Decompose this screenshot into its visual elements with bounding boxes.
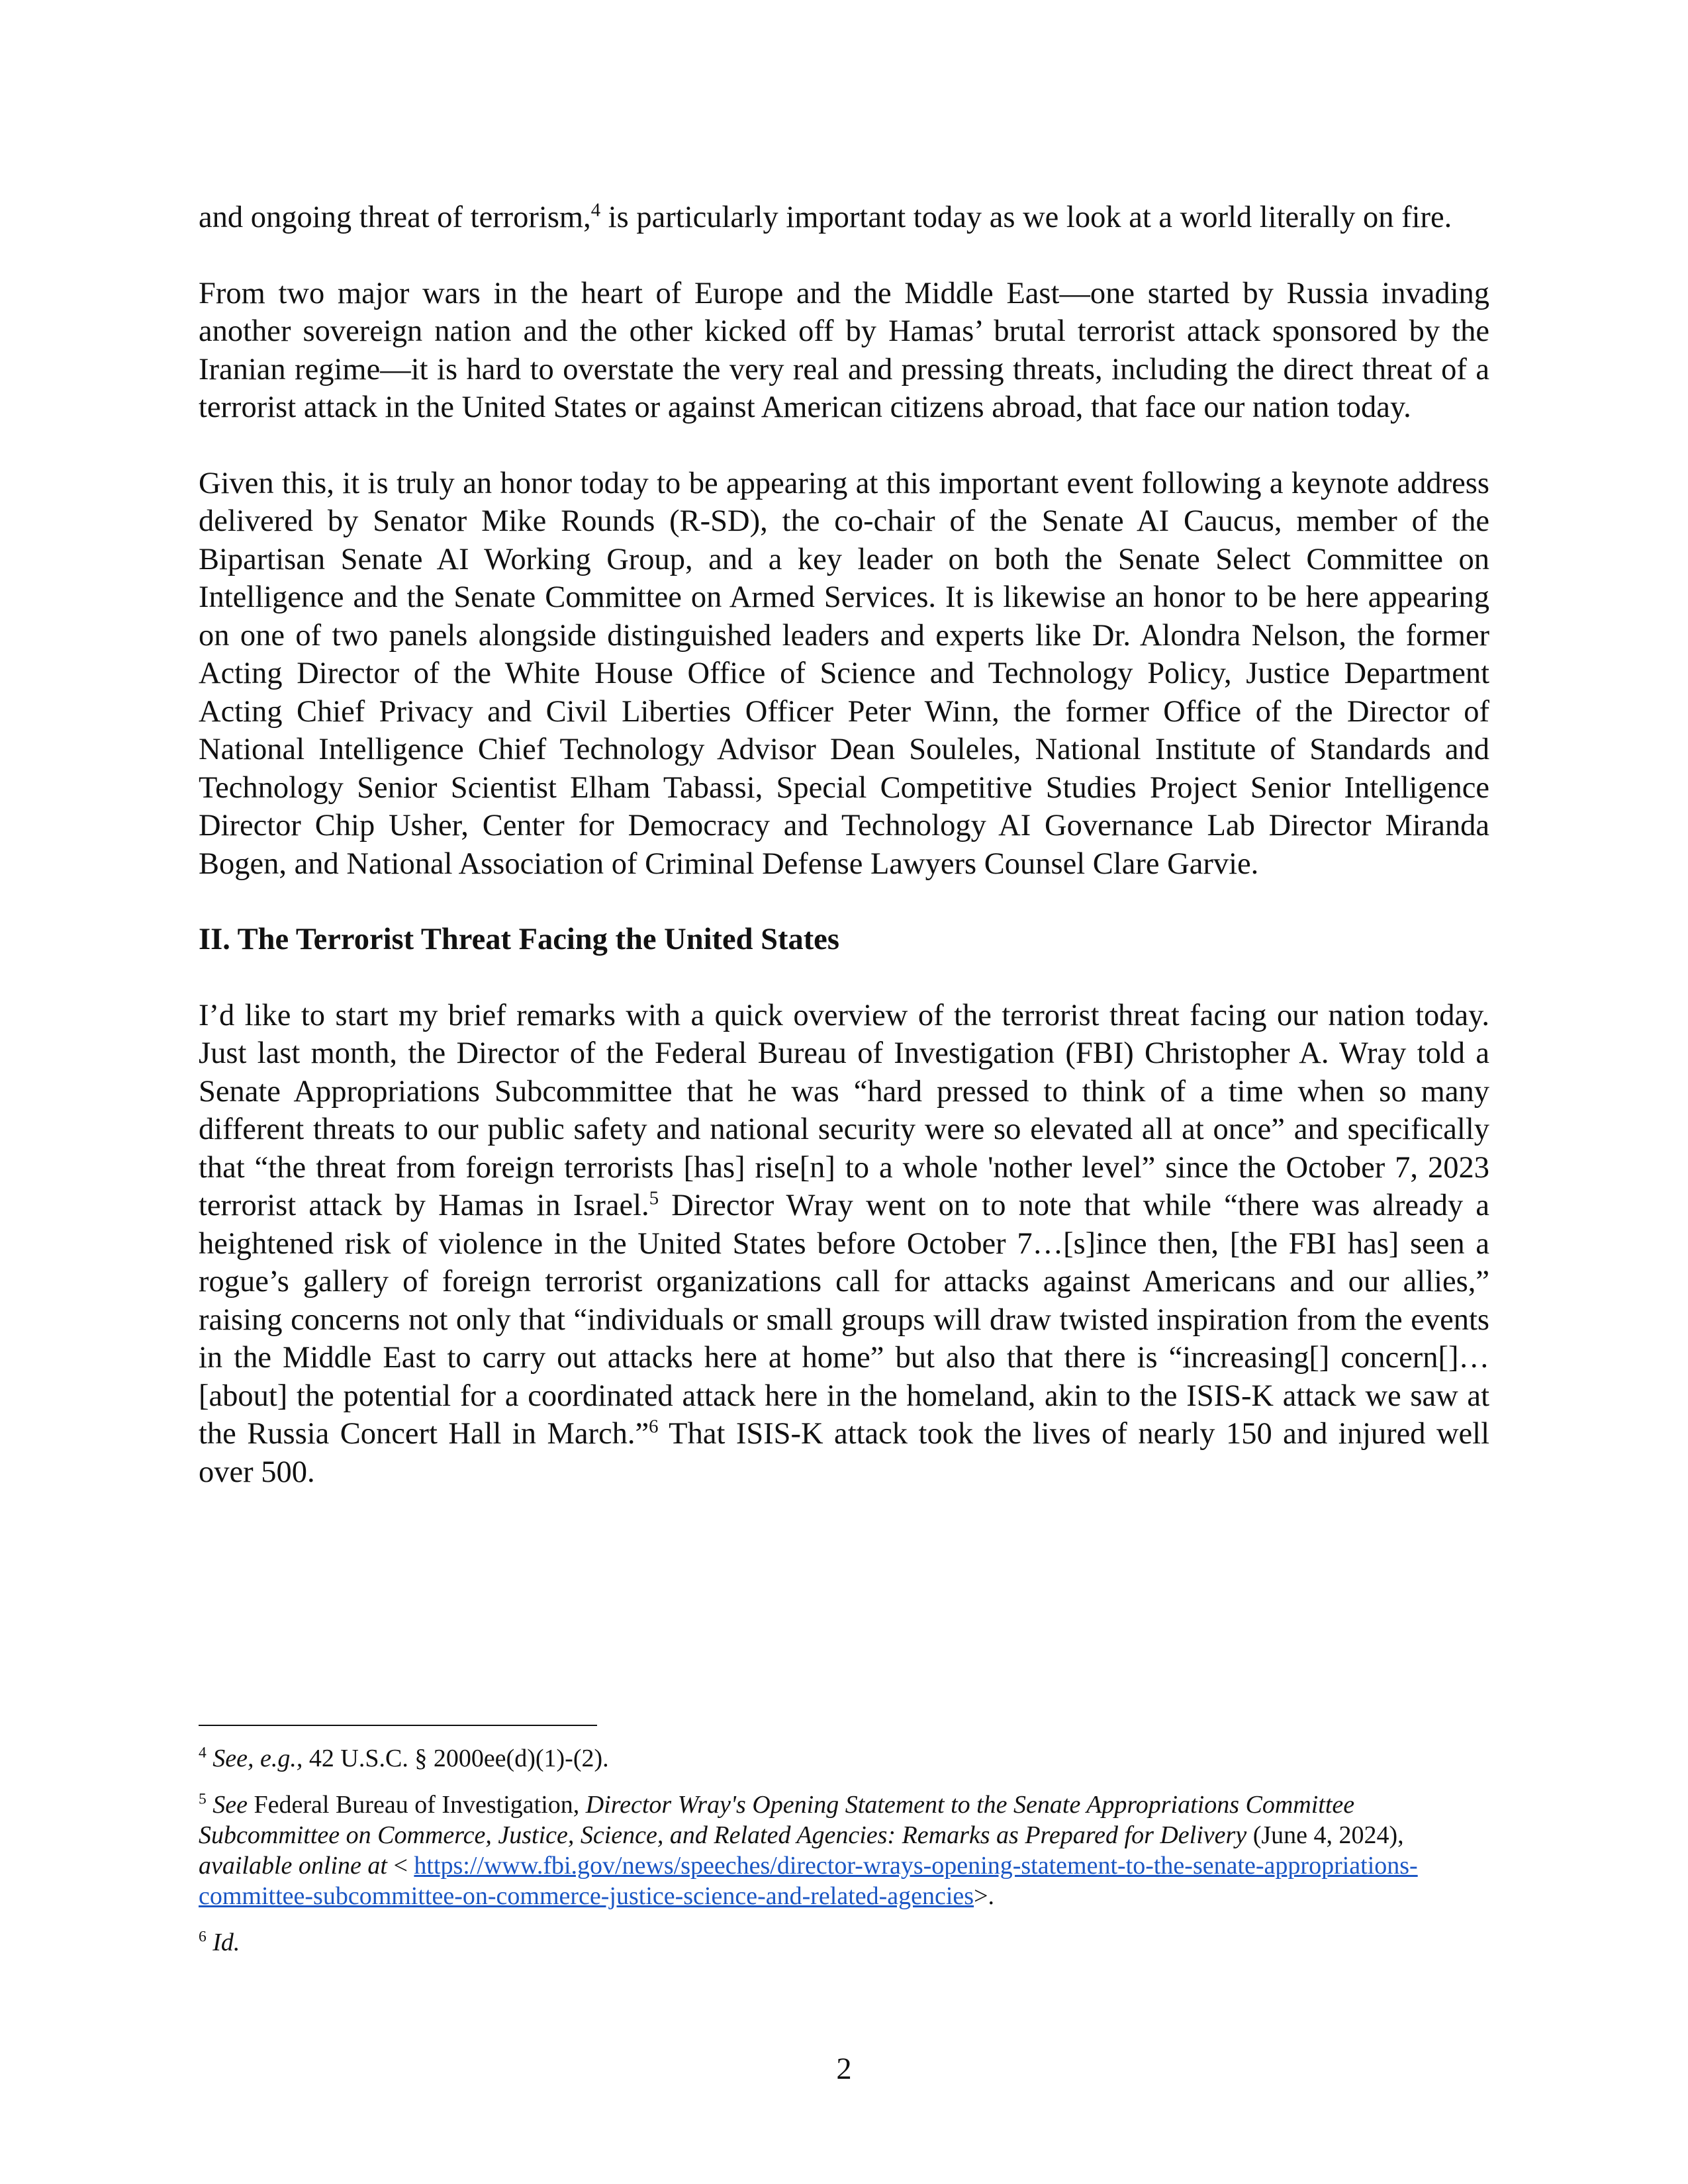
footnote-5-signal: See xyxy=(212,1791,248,1819)
paragraph-4-text-a: I’d like to start my brief remarks with a quick overview of the terrorist threat facing our nation today. Just last month, the Director of the Federal Bureau of Investigation (FBI) Christopher A. Wray told a Senate Appropriations Subcommittee that he was “hard pressed to think of a time when so many different threats to our public safety and national security were so elevated all at once” and specifically that “the threat from foreign terrorists [has] rise[n] to a whole 'nother level” since the October 7, 2023 terrorist attack by Hamas in Israel. xyxy=(199,998,1489,1222)
paragraph-1-rest: is particularly important today as we look at a world literally on fire. xyxy=(600,201,1452,234)
footnote-6 xyxy=(199,1927,1489,1958)
footnote-5-close-bracket: >. xyxy=(974,1882,995,1910)
footnote-5-open-bracket: < xyxy=(387,1852,414,1880)
footnote-6-text: Id. xyxy=(212,1929,240,1956)
footnote-5-link[interactable]: https://www.fbi.gov/news/speeches/director-wrays-opening-statement-to-the-senate-appropriations-committee-subcommittee-on-commerce-justice-science-and-related-agencies xyxy=(199,1852,1418,1910)
footnote-divider xyxy=(199,1725,597,1726)
document-body xyxy=(199,199,1489,1529)
paragraph-2: From two major wars in the heart of Europe and the Middle East—one started by Russia invading another sovereign nation and the other kicked off by Hamas’ brutal terrorist attack sponsored by the Iranian regime—it is hard to overstate the very real and pressing threats, including the direct threat of a terrorist attack in the United States or against American citizens abroad, that face our nation today. xyxy=(199,276,1489,424)
footnote-ref-4[interactable]: 4 xyxy=(590,199,601,221)
footnotes-section xyxy=(199,1725,1489,1974)
footnote-5 xyxy=(199,1790,1489,1911)
footnote-5-date: (June 4, 2024), xyxy=(1246,1821,1404,1849)
footnote-5-title: Director Wray's Opening Statement to the Senate Appropriations Committee Subcommittee on Commerce, Justice, Science, and Related Agencies: Remarks as Prepared for Delivery xyxy=(199,1791,1355,1849)
footnote-ref-5[interactable]: 5 xyxy=(649,1187,659,1209)
footnote-ref-6[interactable]: 6 xyxy=(649,1416,659,1437)
page-number: 2 xyxy=(836,2052,852,2086)
footnote-6-number: 6 xyxy=(199,1928,207,1946)
footnote-5-available: available online at xyxy=(199,1852,387,1880)
paragraph-4 xyxy=(199,997,1489,1492)
paragraph-1-text: and ongoing threat of terrorism, xyxy=(199,201,591,234)
paragraph-1 xyxy=(199,199,1489,237)
paragraph-4-text-c: That ISIS-K attack took the lives of nearly 150 and injured well over 500. xyxy=(199,1417,1490,1489)
footnote-4-number: 4 xyxy=(199,1744,207,1762)
footnote-4-text: 42 U.S.C. § 2000ee(d)(1)-(2). xyxy=(303,1745,609,1772)
footnote-4 xyxy=(199,1743,1489,1774)
footnote-5-number: 5 xyxy=(199,1790,207,1808)
footnote-5-source: Federal Bureau of Investigation, xyxy=(248,1791,586,1819)
paragraph-3: Given this, it is truly an honor today to be appearing at this important event following a keynote address delivered by Senator Mike Rounds (R-SD), the co-chair of the Senate AI Caucus, member of the Bipartisan Senate AI Working Group, and a key leader on both the Senate Select Committee on Intelligence and the Senate Committee on Armed Services. It is likewise an honor to be here appearing on one of two panels alongside distinguished leaders and experts like Dr. Alondra Nelson, the former Acting Director of the White House Office of Science and Technology Policy, Justice Department Acting Chief Privacy and Civil Liberties Officer Peter Winn, the former Office of the Director of National Intelligence Chief Technology Advisor Dean Souleles, National Institute of Standards and Technology Senior Scientist Elham Tabassi, Special Competitive Studies Project Senior Intelligence Director Chip Usher, Center for Democracy and Technology AI Governance Lab Director Miranda Bogen, and National Association of Criminal Defense Lawyers Counsel Clare Garvie. xyxy=(199,466,1489,881)
section-heading: II. The Terrorist Threat Facing the United States xyxy=(199,923,839,956)
paragraph-4-text-b: Director Wray went on to note that while “there was already a heightened risk of violence in the United States before October 7…[s]ince then, [the FBI has] seen a rogue’s gallery of foreign terrorist organizations call for attacks against Americans and our allies,” raising concerns not only that “individuals or small groups will draw twisted inspiration from the events in the Middle East to carry out attacks here at home” but also that there is “increasing[] concern[]…[about] the potential for a coordinated attack here in the homeland, akin to the ISIS-K attack we saw at the Russia Concert Hall in March.” xyxy=(199,1189,1489,1451)
footnote-4-signal: See, e.g., xyxy=(212,1745,303,1772)
